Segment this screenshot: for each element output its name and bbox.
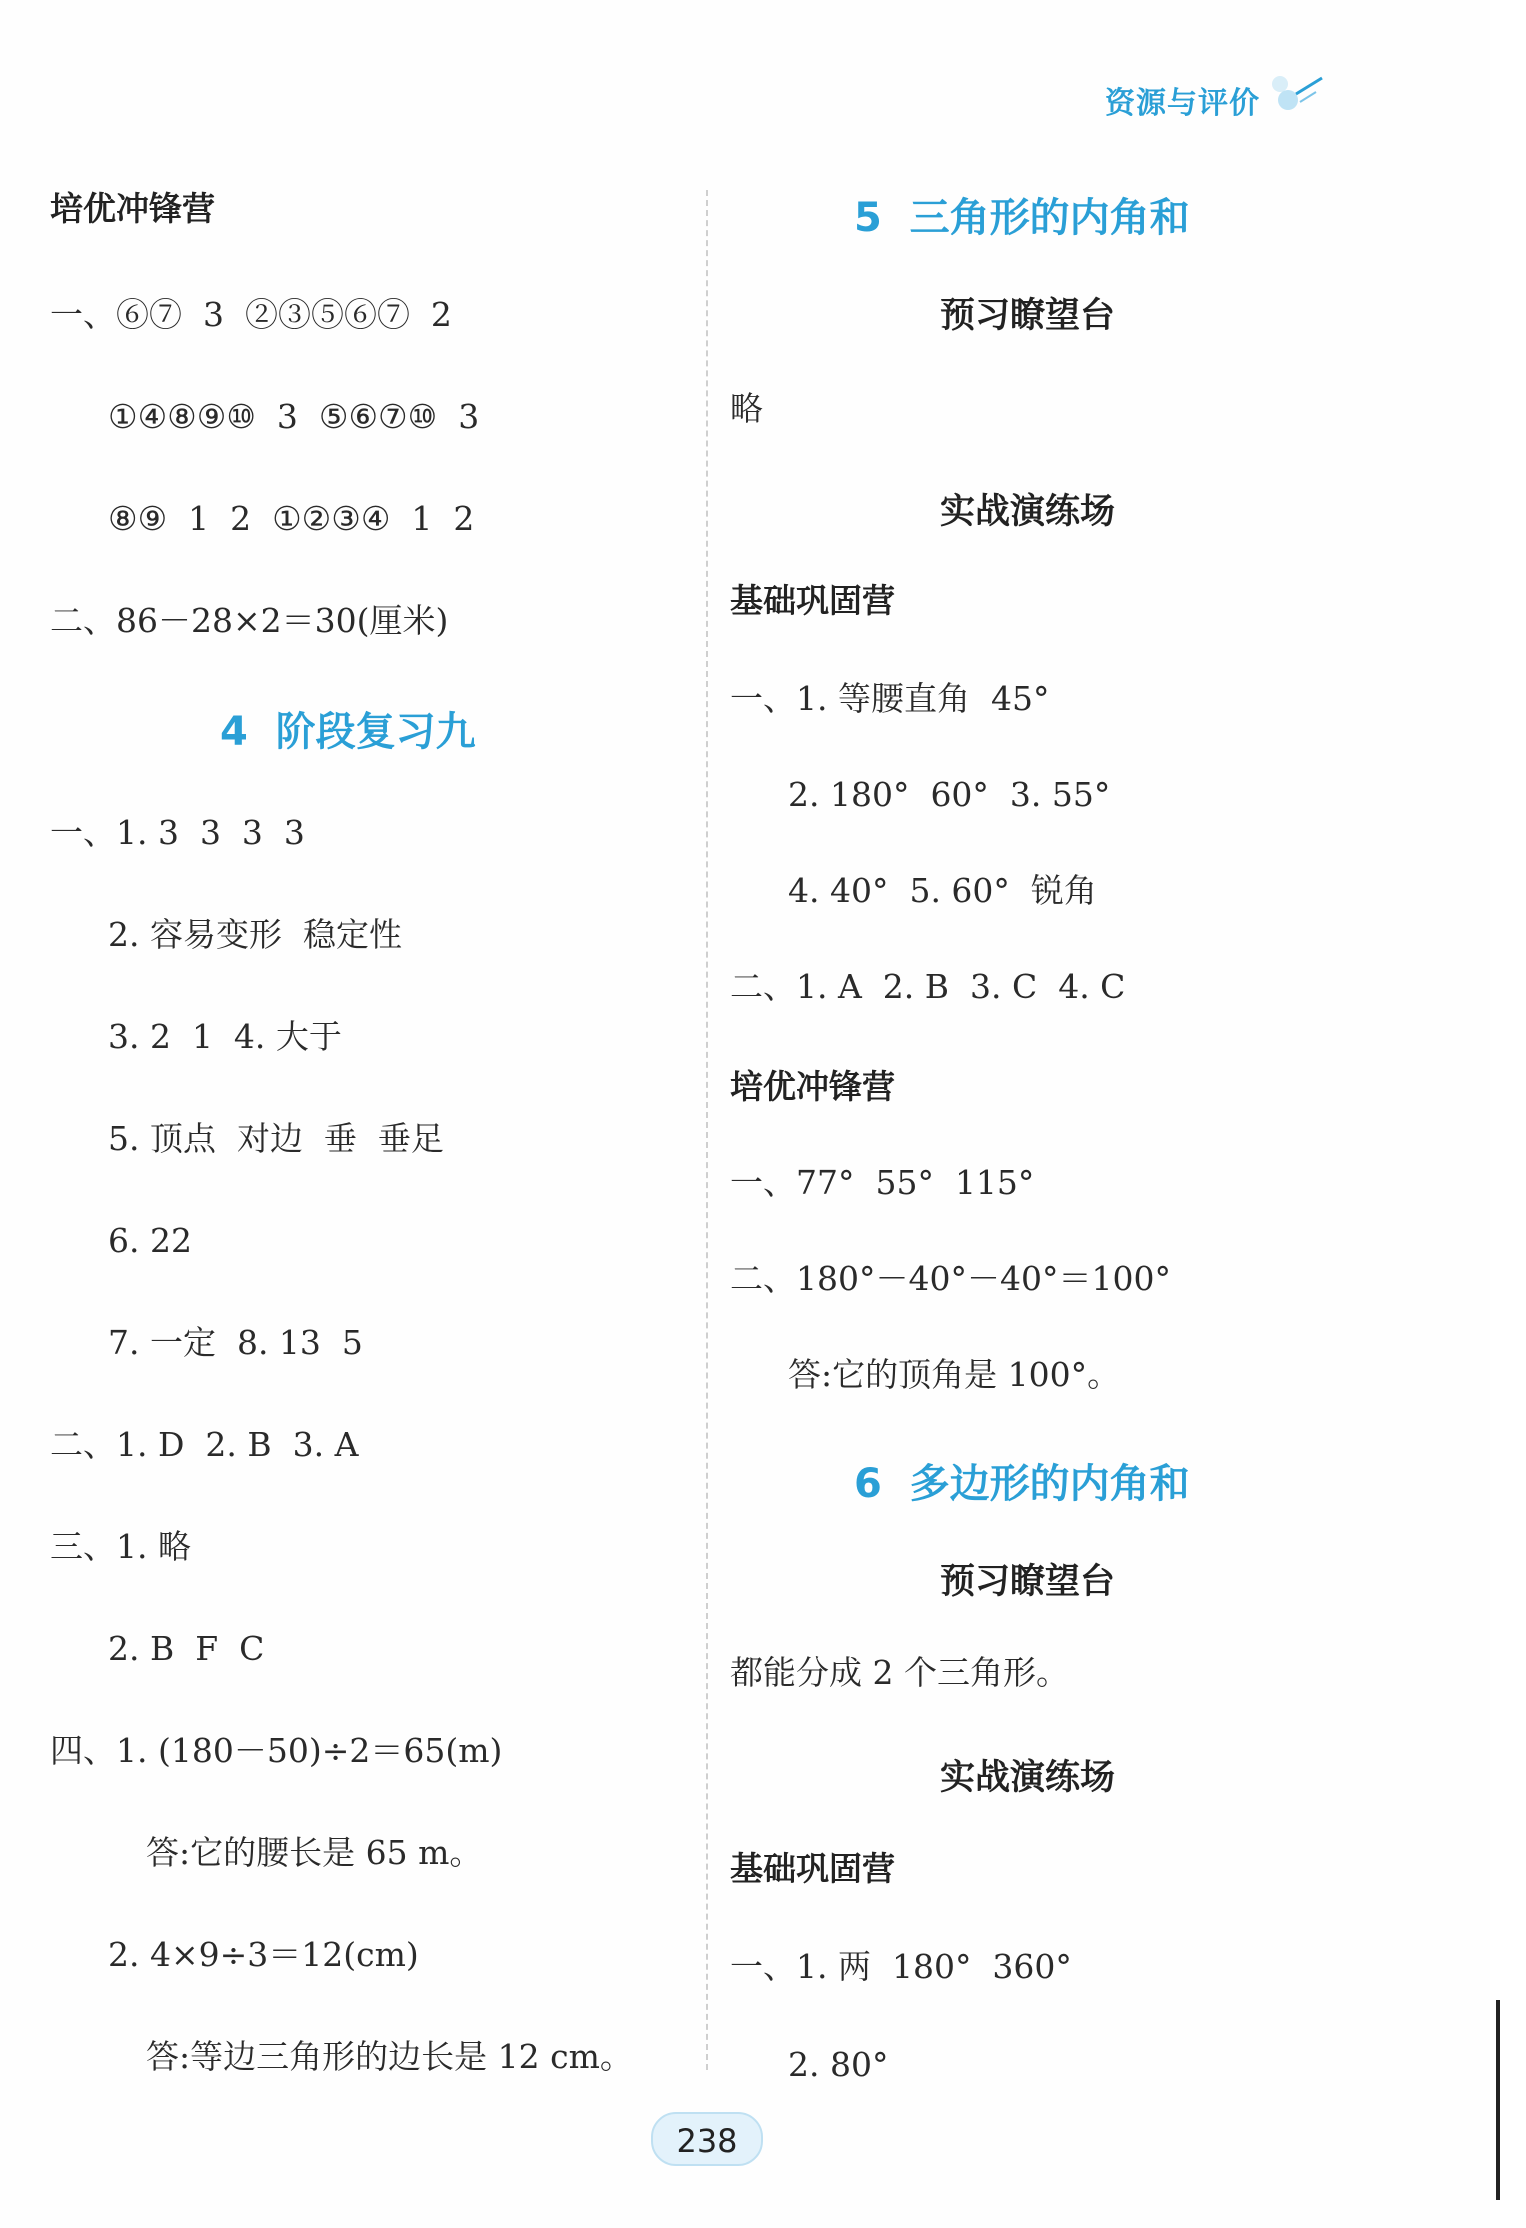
answer-line: 一、1. 3 3 3 3: [50, 813, 305, 852]
answer-line: 一、77° 55° 115°: [730, 1163, 1035, 1202]
answer-line: 2. 80°: [788, 2045, 889, 2084]
basic-heading: 基础巩固营: [730, 1849, 895, 1888]
answer-line: 二、1. A 2. B 3. C 4. C: [730, 967, 1126, 1006]
page-number-badge: [651, 2112, 763, 2166]
answer-line: 2. 180° 60° 3. 55°: [788, 775, 1111, 814]
answer-line: 2. 4×9÷3＝12(cm): [108, 1935, 419, 1974]
column-divider: [706, 190, 708, 2070]
preview-heading: 预习瞭望台: [940, 1562, 1116, 1602]
answer-line: 3. 2 1 4. 大于: [108, 1017, 342, 1056]
answer-line: 7. 一定 8. 13 5: [108, 1323, 363, 1362]
answer-line: ①④⑧⑨⑩ 3 ⑤⑥⑦⑩ 3: [108, 397, 480, 436]
answer-line: 略: [730, 389, 763, 428]
practice-heading: 实战演练场: [940, 1758, 1116, 1798]
answer-line: 5. 顶点 对边 垂 垂足: [108, 1119, 444, 1158]
answer-line: 答:它的腰长是 65 m。: [146, 1833, 483, 1872]
page-number: 238: [676, 2122, 738, 2160]
answer-line: 一、1. 等腰直角 45°: [730, 679, 1050, 718]
binding-line: [1496, 2000, 1500, 2200]
answer-line: 答:它的顶角是 100°。: [788, 1355, 1121, 1394]
answer-line: 二、86－28×2＝30(厘米): [50, 601, 449, 640]
answer-line: 四、1. (180－50)÷2＝65(m): [50, 1731, 503, 1770]
answer-line: ⑧⑨ 1 2 ①②③④ 1 2: [108, 499, 475, 538]
answer-line: 2. B F C: [108, 1629, 265, 1668]
page-edge: [1490, 0, 1526, 2228]
answer-line: 二、180°－40°－40°＝100°: [730, 1259, 1171, 1298]
peiyou-heading: 培优冲锋营: [730, 1067, 895, 1106]
practice-heading: 实战演练场: [940, 492, 1116, 532]
section-4-title: 4 阶段复习九: [220, 709, 476, 755]
section-6-title: 6 多边形的内角和: [854, 1461, 1190, 1507]
answer-line: 三、1. 略: [50, 1527, 191, 1566]
answer-line: 答:等边三角形的边长是 12 cm。: [146, 2037, 633, 2076]
answer-line: 4. 40° 5. 60° 锐角: [788, 871, 1097, 910]
header-title: 资源与评价: [1105, 86, 1260, 121]
answer-line: 都能分成 2 个三角形。: [730, 1653, 1069, 1692]
peiyou-heading: 培优冲锋营: [50, 189, 215, 228]
answer-line: 一、1. 两 180° 360°: [730, 1947, 1072, 1986]
preview-heading: 预习瞭望台: [940, 296, 1116, 336]
answer-line: 6. 22: [108, 1221, 192, 1260]
basic-heading: 基础巩固营: [730, 581, 895, 620]
answer-line: 一、⑥⑦ 3 ②③⑤⑥⑦ 2: [50, 295, 452, 334]
section-5-title: 5 三角形的内角和: [854, 195, 1190, 241]
answer-line: 二、1. D 2. B 3. A: [50, 1425, 359, 1464]
header-decoration-icon: [1266, 72, 1324, 116]
answer-line: 2. 容易变形 稳定性: [108, 915, 402, 954]
